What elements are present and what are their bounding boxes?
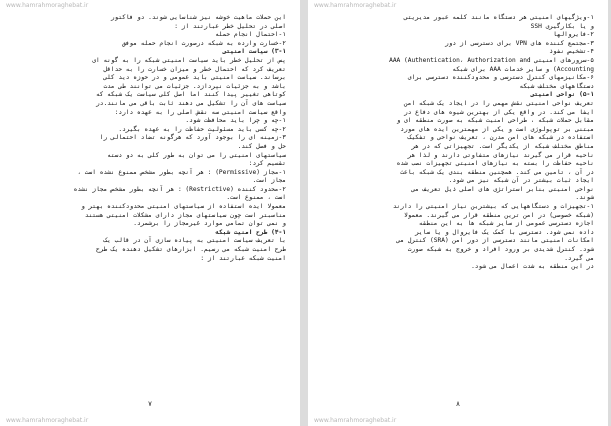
text-line: ۱-احتمال انجام حمله: [215, 31, 286, 39]
text-line: پس از تحلیل خطر باید سیاست امنیتی شبکه را به گونه ای: [92, 56, 286, 64]
text-line: استفاده در شبکه های امن مدرن ، تعریف نواحی و تفکیک: [407, 134, 594, 142]
page-number: ۸: [456, 400, 460, 408]
text-line: معمولا ایده استفاده از سیاستهای امنیتی محدودکننده بهتر و: [81, 203, 286, 211]
right-page-text: [322, 14, 594, 272]
text-line: اصلی در تحلیل خطر عبارتند از :: [174, 22, 286, 30]
text-line: کوتاهی تغییر پیدا کنند اما اصل کلی سیاست یک شبکه که: [96, 91, 286, 99]
text-line: ۴-تشخیص نفوذ: [549, 48, 594, 56]
text-line: ۲-فایروالها: [553, 31, 594, 39]
text-line: تعریف نواحی امنیتی نقش مهمی را در ایجاد یک شبکه امن: [404, 99, 594, 107]
text-line: ناحیه حفاظت را بسته به نیازهای امنیتی تجهیزات نصب شده: [396, 160, 594, 168]
text-line: ۴-۱) طرح امنیت شبکه: [215, 228, 286, 236]
text-line: امنیت شبکه عبارتند از :: [200, 254, 286, 262]
left-page-text: [14, 14, 286, 263]
text-line: مناطق مختلف شبکه از یکدیگر است. تجهیزاتی که در هر: [411, 142, 594, 150]
text-line: ایفا می کند. در واقع یکی از بهترین شیوه های دفاع در: [404, 108, 594, 116]
text-line: در آن ، تامین می کند. همچنین منطقه بندی یک شبکه باعث: [400, 168, 594, 176]
text-line: تعریف کرد که احتمال خطر و میزان خسارت را به حداقل: [103, 65, 286, 73]
text-line: شود. کنترل شدیدی بر ورود افراد و خروج به شبکه صورت: [407, 246, 594, 254]
text-line: برساند. سیاست امنیتی باید عمومی و در حوزه دید کلی: [103, 74, 286, 82]
left-page: [0, 0, 300, 426]
text-line: ۵-۱) نواحی امنیتی: [530, 91, 594, 99]
text-line: با تعریف سیاست امنیتی به پیاده سازی آن در قالب یک: [103, 237, 286, 245]
text-line: ۲-خسارت وارده به شبکه درصورت انجام حمله موفق: [122, 39, 286, 47]
text-line: ۲-محدود کننده (Restrictive) : هر آنچه بطور مشخص مجاز نشده: [73, 185, 286, 193]
text-line: داده نمی شود. دسترسی با کمک یک فایروال و یا سایر: [415, 228, 594, 236]
text-line: حل و فصل کند.: [237, 142, 286, 150]
text-line: نواحی امنیتی بنابر استراتژی های اصلی ذیل تعریف می: [411, 185, 594, 193]
text-line: تقسیم کرد:: [248, 160, 286, 168]
text-line: دستگاههای مختلف شبکه: [519, 82, 594, 90]
text-line: ۵-سرورهای امنیتی AAA (Authentication، Authorization and: [389, 56, 594, 64]
text-line: ۱-چه و چرا باید محافظت شود.: [185, 117, 286, 125]
text-line: (شبکه خصوصی) در امن ترین منطقه قرار می گیرند. معمولا: [404, 211, 594, 219]
text-line: ناحیه قرار می گیرند نیازهای متفاوتی دارند و لذا هر: [407, 151, 594, 159]
text-line: ۱-مجاز (Permissive) : هر آنچه بطور مشخص ممنوع نشده است ،: [77, 168, 286, 176]
text-line: ۱-ویژگیهای امنیتی هر دستگاه مانند کلمه عبور مدیریتی: [404, 14, 594, 21]
text-line: و یا بکارگیری SSH: [530, 22, 594, 30]
watermark-top: www.hamrahmoraghebat.ir: [314, 2, 397, 9]
text-line: مبتنی بر توپولوژی است و یکی از مهمترین ایده های مورد: [400, 125, 594, 133]
watermark-top: www.hamrahmoraghebat.ir: [6, 2, 89, 9]
text-line: است ، ممنوع است.: [226, 194, 286, 202]
text-line: Accounting) و سایر خدمات AAA برای شبکه: [452, 65, 594, 73]
text-line: ۲-چه کسی باید مسئولیت حفاظت را به عهده بگیرد.: [118, 125, 286, 133]
watermark-bottom: www.hamrahmoraghebat.ir: [314, 417, 397, 424]
text-line: سیاستهای امنیتی را می توان به طور کلی به دو دسته: [107, 151, 286, 159]
text-line: و نمی توان تمامی موارد غیرمجاز را برشمرد.: [133, 220, 286, 228]
text-line: ۳-زمینه ای را بوجود آورد که هرگونه تضاد احتمالی را: [99, 134, 286, 142]
text-line: شوند.: [575, 194, 594, 202]
text-line: در این منطقه به شدت اعمال می شود.: [471, 263, 594, 271]
text-line: ۶-مکانیزمهای کنترل دسترسی و محدودکننده دسترسی برای: [407, 74, 594, 82]
text-line: ۱-تجهیزات و دستگاههایی که بیشترین نیاز امنیتی را دارند: [392, 203, 594, 211]
text-line: ۳-مجتمع کننده های VPN برای دسترسی از دور: [444, 39, 594, 47]
text-line: ۳-۱) سیاست امنیتی: [222, 48, 286, 56]
text-line: واقع سیاست امنیتی سه نقش اصلی را به عهده دارد:: [114, 108, 286, 116]
text-line: مقابل حملات شبکه ، طراحی امنیت شبکه به صورت منطقه ای و: [396, 117, 594, 125]
text-line: اجازه دسترسی عمومی از سایر شبکه ها به این منطقه: [418, 220, 594, 228]
text-line: طرح امنیت شبکه می رسیم. ابزارهای تشکیل دهنده یک طرح: [96, 246, 286, 254]
text-line: مناسبتر است چون سیاستهای مجاز دارای مشکلات امنیتی هستند: [84, 211, 286, 219]
right-page: [308, 0, 608, 426]
page-number: ۷: [148, 400, 152, 408]
text-line: امکانات امنیتی مانند دسترسی از دور امن (SRA) کنترل می: [396, 237, 594, 245]
watermark-bottom: www.hamrahmoraghebat.ir: [6, 417, 89, 424]
text-line: ایجاد ثبات بیشتر در آن شبکه نیز می شود.: [448, 177, 594, 185]
text-line: می گیرد.: [564, 254, 594, 262]
text-line: باشد و به جزئیات نپردازد. جزئیات می توانند طی مدت: [103, 82, 286, 90]
text-line: سیاست های آن را تشکیل می دهند ثابت باقی می مانند.در: [96, 99, 286, 107]
text-line: مجاز است.: [252, 177, 286, 185]
text-line: این حملات ماهیت خوشه نیز شناسایی شوند. دو فاکتور: [110, 14, 286, 21]
